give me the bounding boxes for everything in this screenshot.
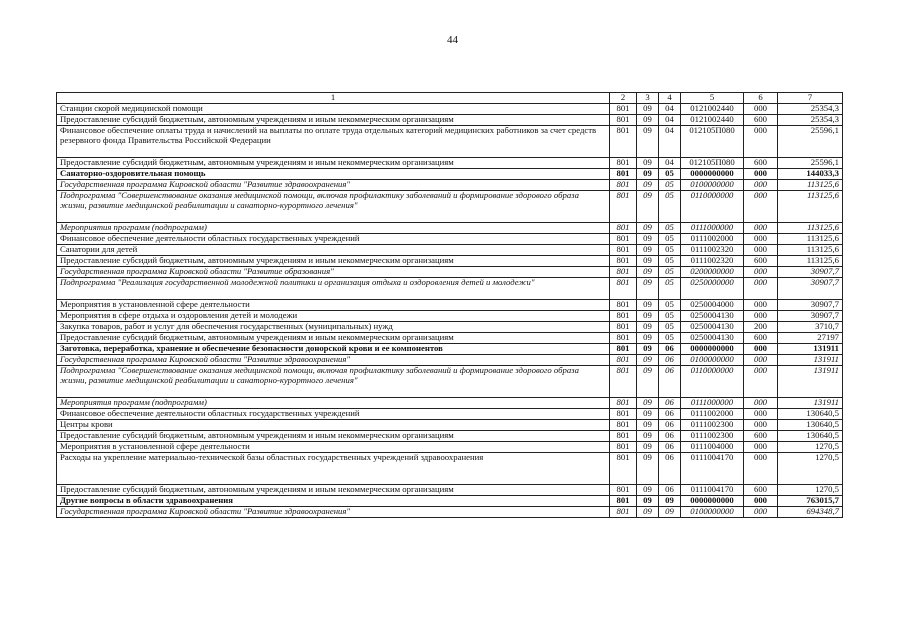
subsection-code-cell: 04 (659, 115, 681, 126)
subsection-code-cell: 05 (659, 322, 681, 333)
target-article-cell: 0250004130 (681, 311, 744, 322)
amount-cell: 131911 (778, 366, 843, 398)
amount-cell: 130640,5 (778, 409, 843, 420)
subsection-code-cell: 09 (659, 496, 681, 507)
expense-type-cell: 600 (744, 431, 778, 442)
amount-cell: 131911 (778, 398, 843, 409)
ministry-code-cell: 801 (610, 355, 637, 366)
page-number: 44 (447, 34, 458, 46)
table-row (57, 245, 843, 256)
target-article-cell: 0111002000 (681, 409, 744, 420)
row-name-cell: Мероприятия в сфере отдыха и оздоровления детей и молодежи (57, 311, 610, 322)
expense-type-cell: 600 (744, 115, 778, 126)
section-code-cell: 09 (637, 420, 659, 431)
amount-cell: 144033,3 (778, 169, 843, 180)
expense-type-cell: 000 (744, 104, 778, 115)
section-code-cell: 09 (637, 256, 659, 267)
row-name-cell: Финансовое обеспечение оплаты труда и начислений на выплаты по оплате труда отдельных категорий медицинских работников за счет средств резервного фонда Правительства Российской Федерации (57, 126, 610, 158)
row-name-cell: Подпрограмма "Совершенствование оказания медицинской помощи, включая профилактику заболеваний и формирование здорового образа жизни, развитие медицинской реабилитации и санаторно-курортного лечения" (57, 191, 610, 223)
budget-table (56, 92, 843, 518)
ministry-code-cell: 801 (610, 333, 637, 344)
target-article-cell: 0111004170 (681, 453, 744, 485)
subsection-code-cell: 06 (659, 485, 681, 496)
column-header: 6 (744, 93, 778, 104)
subsection-code-cell: 06 (659, 344, 681, 355)
expense-type-cell: 000 (744, 126, 778, 158)
expense-type-cell: 000 (744, 507, 778, 518)
amount-cell: 30907,7 (778, 267, 843, 278)
expense-type-cell: 000 (744, 180, 778, 191)
row-name-cell: Предоставление субсидий бюджетным, автономным учреждениям и иным некоммерческим организациям (57, 431, 610, 442)
subsection-code-cell: 05 (659, 245, 681, 256)
ministry-code-cell: 801 (610, 453, 637, 485)
ministry-code-cell: 801 (610, 344, 637, 355)
table-row (57, 104, 843, 115)
target-article-cell: 0111004000 (681, 442, 744, 453)
target-article-cell: 0111002320 (681, 245, 744, 256)
amount-cell: 25596,1 (778, 158, 843, 169)
target-article-cell: 0110000000 (681, 366, 744, 398)
section-code-cell: 09 (637, 234, 659, 245)
table-row (57, 366, 843, 398)
table-row (57, 485, 843, 496)
section-code-cell: 09 (637, 398, 659, 409)
target-article-cell: 012105П080 (681, 158, 744, 169)
row-name-cell: Финансовое обеспечение деятельности областных государственных учреждений (57, 409, 610, 420)
table-row (57, 126, 843, 158)
ministry-code-cell: 801 (610, 223, 637, 234)
target-article-cell: 0000000000 (681, 344, 744, 355)
subsection-code-cell: 05 (659, 278, 681, 300)
section-code-cell: 09 (637, 409, 659, 420)
subsection-code-cell: 04 (659, 126, 681, 158)
table-row (57, 420, 843, 431)
table-row (57, 453, 843, 485)
row-name-cell: Государственная программа Кировской области "Развитие здравоохранения" (57, 180, 610, 191)
ministry-code-cell: 801 (610, 442, 637, 453)
subsection-code-cell: 06 (659, 420, 681, 431)
subsection-code-cell: 05 (659, 234, 681, 245)
amount-cell: 763015,7 (778, 496, 843, 507)
ministry-code-cell: 801 (610, 278, 637, 300)
column-header: 4 (659, 93, 681, 104)
ministry-code-cell: 801 (610, 300, 637, 311)
row-name-cell: Государственная программа Кировской области "Развитие здравоохранения" (57, 507, 610, 518)
table-row (57, 169, 843, 180)
target-article-cell: 0111000000 (681, 223, 744, 234)
amount-cell: 131911 (778, 355, 843, 366)
ministry-code-cell: 801 (610, 507, 637, 518)
section-code-cell: 09 (637, 126, 659, 158)
row-name-cell: Предоставление субсидий бюджетным, автономным учреждениям и иным некоммерческим организациям (57, 158, 610, 169)
section-code-cell: 09 (637, 104, 659, 115)
amount-cell: 113125,6 (778, 191, 843, 223)
row-name-cell: Подпрограмма "Реализация государственной молодежной политики и организация отдыха и оздоровления детей и молодежи" (57, 278, 610, 300)
section-code-cell: 09 (637, 180, 659, 191)
table-row (57, 256, 843, 267)
amount-cell: 30907,7 (778, 278, 843, 300)
expense-type-cell: 600 (744, 333, 778, 344)
subsection-code-cell: 04 (659, 158, 681, 169)
subsection-code-cell: 05 (659, 191, 681, 223)
table-row (57, 158, 843, 169)
row-name-cell: Подпрограмма "Совершенствование оказания медицинской помощи, включая профилактику заболеваний и формирование здорового образа жизни, развитие медицинской реабилитации и санаторно-курортного лечения" (57, 366, 610, 398)
expense-type-cell: 000 (744, 344, 778, 355)
ministry-code-cell: 801 (610, 322, 637, 333)
section-code-cell: 09 (637, 158, 659, 169)
target-article-cell: 0111002000 (681, 234, 744, 245)
section-code-cell: 09 (637, 355, 659, 366)
section-code-cell: 09 (637, 278, 659, 300)
row-name-cell: Финансовое обеспечение деятельности областных государственных учреждений (57, 234, 610, 245)
subsection-code-cell: 05 (659, 333, 681, 344)
amount-cell: 113125,6 (778, 223, 843, 234)
target-article-cell: 0111002320 (681, 256, 744, 267)
expense-type-cell: 000 (744, 245, 778, 256)
target-article-cell: 0100000000 (681, 355, 744, 366)
table-row (57, 191, 843, 223)
table-row (57, 278, 843, 300)
section-code-cell: 09 (637, 223, 659, 234)
expense-type-cell: 000 (744, 366, 778, 398)
subsection-code-cell: 04 (659, 104, 681, 115)
subsection-code-cell: 05 (659, 223, 681, 234)
row-name-cell: Расходы на укрепление материально-технической базы областных государственных учреждений здравоохранения (57, 453, 610, 485)
row-name-cell: Мероприятия программ (подпрограмм) (57, 223, 610, 234)
amount-cell: 130640,5 (778, 431, 843, 442)
row-name-cell: Другие вопросы в области здравоохранения (57, 496, 610, 507)
row-name-cell: Мероприятия программ (подпрограмм) (57, 398, 610, 409)
subsection-code-cell: 05 (659, 180, 681, 191)
section-code-cell: 09 (637, 115, 659, 126)
row-name-cell: Предоставление субсидий бюджетным, автономным учреждениям и иным некоммерческим организациям (57, 485, 610, 496)
amount-cell: 694348,7 (778, 507, 843, 518)
expense-type-cell: 000 (744, 223, 778, 234)
subsection-code-cell: 06 (659, 409, 681, 420)
section-code-cell: 09 (637, 453, 659, 485)
ministry-code-cell: 801 (610, 256, 637, 267)
table-row (57, 311, 843, 322)
target-article-cell: 0121002440 (681, 115, 744, 126)
table-row (57, 267, 843, 278)
ministry-code-cell: 801 (610, 366, 637, 398)
subsection-code-cell: 05 (659, 311, 681, 322)
amount-cell: 3710,7 (778, 322, 843, 333)
ministry-code-cell: 801 (610, 126, 637, 158)
ministry-code-cell: 801 (610, 115, 637, 126)
target-article-cell: 0000000000 (681, 169, 744, 180)
target-article-cell: 0100000000 (681, 507, 744, 518)
target-article-cell: 0250004130 (681, 333, 744, 344)
row-name-cell: Центры крови (57, 420, 610, 431)
table-row (57, 115, 843, 126)
header-row (57, 93, 843, 104)
ministry-code-cell: 801 (610, 431, 637, 442)
expense-type-cell: 000 (744, 169, 778, 180)
row-name-cell: Санатории для детей (57, 245, 610, 256)
expense-type-cell: 000 (744, 311, 778, 322)
row-name-cell: Закупка товаров, работ и услуг для обеспечения государственных (муниципальных) нужд (57, 322, 610, 333)
ministry-code-cell: 801 (610, 398, 637, 409)
ministry-code-cell: 801 (610, 234, 637, 245)
expense-type-cell: 000 (744, 453, 778, 485)
target-article-cell: 0111004170 (681, 485, 744, 496)
amount-cell: 113125,6 (778, 245, 843, 256)
amount-cell: 130640,5 (778, 420, 843, 431)
ministry-code-cell: 801 (610, 245, 637, 256)
target-article-cell: 0250004130 (681, 322, 744, 333)
row-name-cell: Государственная программа Кировской области "Развитие образования" (57, 267, 610, 278)
row-name-cell: Предоставление субсидий бюджетным, автономным учреждениям и иным некоммерческим организациям (57, 256, 610, 267)
section-code-cell: 09 (637, 333, 659, 344)
expense-type-cell: 000 (744, 191, 778, 223)
amount-cell: 1270,5 (778, 485, 843, 496)
section-code-cell: 09 (637, 267, 659, 278)
section-code-cell: 09 (637, 496, 659, 507)
expense-type-cell: 600 (744, 158, 778, 169)
section-code-cell: 09 (637, 311, 659, 322)
column-header: 7 (778, 93, 843, 104)
row-name-cell: Мероприятия в установленной сфере деятельности (57, 300, 610, 311)
amount-cell: 30907,7 (778, 311, 843, 322)
column-header: 3 (637, 93, 659, 104)
section-code-cell: 09 (637, 245, 659, 256)
subsection-code-cell: 06 (659, 431, 681, 442)
target-article-cell: 012105П080 (681, 126, 744, 158)
amount-cell: 131911 (778, 344, 843, 355)
subsection-code-cell: 06 (659, 355, 681, 366)
section-code-cell: 09 (637, 169, 659, 180)
ministry-code-cell: 801 (610, 409, 637, 420)
amount-cell: 30907,7 (778, 300, 843, 311)
section-code-cell: 09 (637, 485, 659, 496)
table-row (57, 223, 843, 234)
table-row (57, 409, 843, 420)
ministry-code-cell: 801 (610, 169, 637, 180)
row-name-cell: Предоставление субсидий бюджетным, автономным учреждениям и иным некоммерческим организациям (57, 115, 610, 126)
ministry-code-cell: 801 (610, 485, 637, 496)
expense-type-cell: 600 (744, 256, 778, 267)
expense-type-cell: 000 (744, 355, 778, 366)
expense-type-cell: 000 (744, 300, 778, 311)
section-code-cell: 09 (637, 300, 659, 311)
subsection-code-cell: 06 (659, 442, 681, 453)
expense-type-cell: 200 (744, 322, 778, 333)
table-row (57, 333, 843, 344)
row-name-cell: Мероприятия в установленной сфере деятельности (57, 442, 610, 453)
amount-cell: 113125,6 (778, 256, 843, 267)
target-article-cell: 0121002440 (681, 104, 744, 115)
subsection-code-cell: 09 (659, 507, 681, 518)
table-row (57, 442, 843, 453)
section-code-cell: 09 (637, 344, 659, 355)
section-code-cell: 09 (637, 366, 659, 398)
amount-cell: 113125,6 (778, 180, 843, 191)
ministry-code-cell: 801 (610, 496, 637, 507)
target-article-cell: 0200000000 (681, 267, 744, 278)
target-article-cell: 0000000000 (681, 496, 744, 507)
amount-cell: 27197 (778, 333, 843, 344)
subsection-code-cell: 05 (659, 169, 681, 180)
table-row (57, 507, 843, 518)
table-row (57, 355, 843, 366)
amount-cell: 25596,1 (778, 126, 843, 158)
target-article-cell: 0111000000 (681, 398, 744, 409)
ministry-code-cell: 801 (610, 311, 637, 322)
table-row (57, 431, 843, 442)
section-code-cell: 09 (637, 431, 659, 442)
table-row (57, 322, 843, 333)
section-code-cell: 09 (637, 507, 659, 518)
target-article-cell: 0250004000 (681, 300, 744, 311)
target-article-cell: 0250000000 (681, 278, 744, 300)
table-row (57, 398, 843, 409)
target-article-cell: 0111002300 (681, 420, 744, 431)
row-name-cell: Государственная программа Кировской области "Развитие здравоохранения" (57, 355, 610, 366)
expense-type-cell: 000 (744, 420, 778, 431)
expense-type-cell: 600 (744, 485, 778, 496)
row-name-cell: Санаторно-оздоровительная помощь (57, 169, 610, 180)
ministry-code-cell: 801 (610, 158, 637, 169)
subsection-code-cell: 06 (659, 366, 681, 398)
column-header: 1 (57, 93, 610, 104)
expense-type-cell: 000 (744, 496, 778, 507)
table-row (57, 496, 843, 507)
expense-type-cell: 000 (744, 398, 778, 409)
ministry-code-cell: 801 (610, 267, 637, 278)
column-header: 2 (610, 93, 637, 104)
expense-type-cell: 000 (744, 442, 778, 453)
amount-cell: 113125,6 (778, 234, 843, 245)
target-article-cell: 0110000000 (681, 191, 744, 223)
table-row (57, 234, 843, 245)
amount-cell: 25354,3 (778, 115, 843, 126)
subsection-code-cell: 06 (659, 453, 681, 485)
amount-cell: 25354,3 (778, 104, 843, 115)
ministry-code-cell: 801 (610, 420, 637, 431)
target-article-cell: 0100000000 (681, 180, 744, 191)
ministry-code-cell: 801 (610, 180, 637, 191)
section-code-cell: 09 (637, 322, 659, 333)
table-row (57, 344, 843, 355)
table-row (57, 180, 843, 191)
subsection-code-cell: 05 (659, 267, 681, 278)
section-code-cell: 09 (637, 191, 659, 223)
ministry-code-cell: 801 (610, 104, 637, 115)
row-name-cell: Заготовка, переработка, хранение и обеспечение безопасности донорской крови и ее компонентов (57, 344, 610, 355)
subsection-code-cell: 05 (659, 256, 681, 267)
section-code-cell: 09 (637, 442, 659, 453)
subsection-code-cell: 06 (659, 398, 681, 409)
table-row (57, 300, 843, 311)
row-name-cell: Предоставление субсидий бюджетным, автономным учреждениям и иным некоммерческим организациям (57, 333, 610, 344)
expense-type-cell: 000 (744, 234, 778, 245)
expense-type-cell: 000 (744, 278, 778, 300)
amount-cell: 1270,5 (778, 442, 843, 453)
amount-cell: 1270,5 (778, 453, 843, 485)
ministry-code-cell: 801 (610, 191, 637, 223)
row-name-cell: Станции скорой медицинской помощи (57, 104, 610, 115)
subsection-code-cell: 05 (659, 300, 681, 311)
expense-type-cell: 000 (744, 267, 778, 278)
column-header: 5 (681, 93, 744, 104)
expense-type-cell: 000 (744, 409, 778, 420)
target-article-cell: 0111002300 (681, 431, 744, 442)
